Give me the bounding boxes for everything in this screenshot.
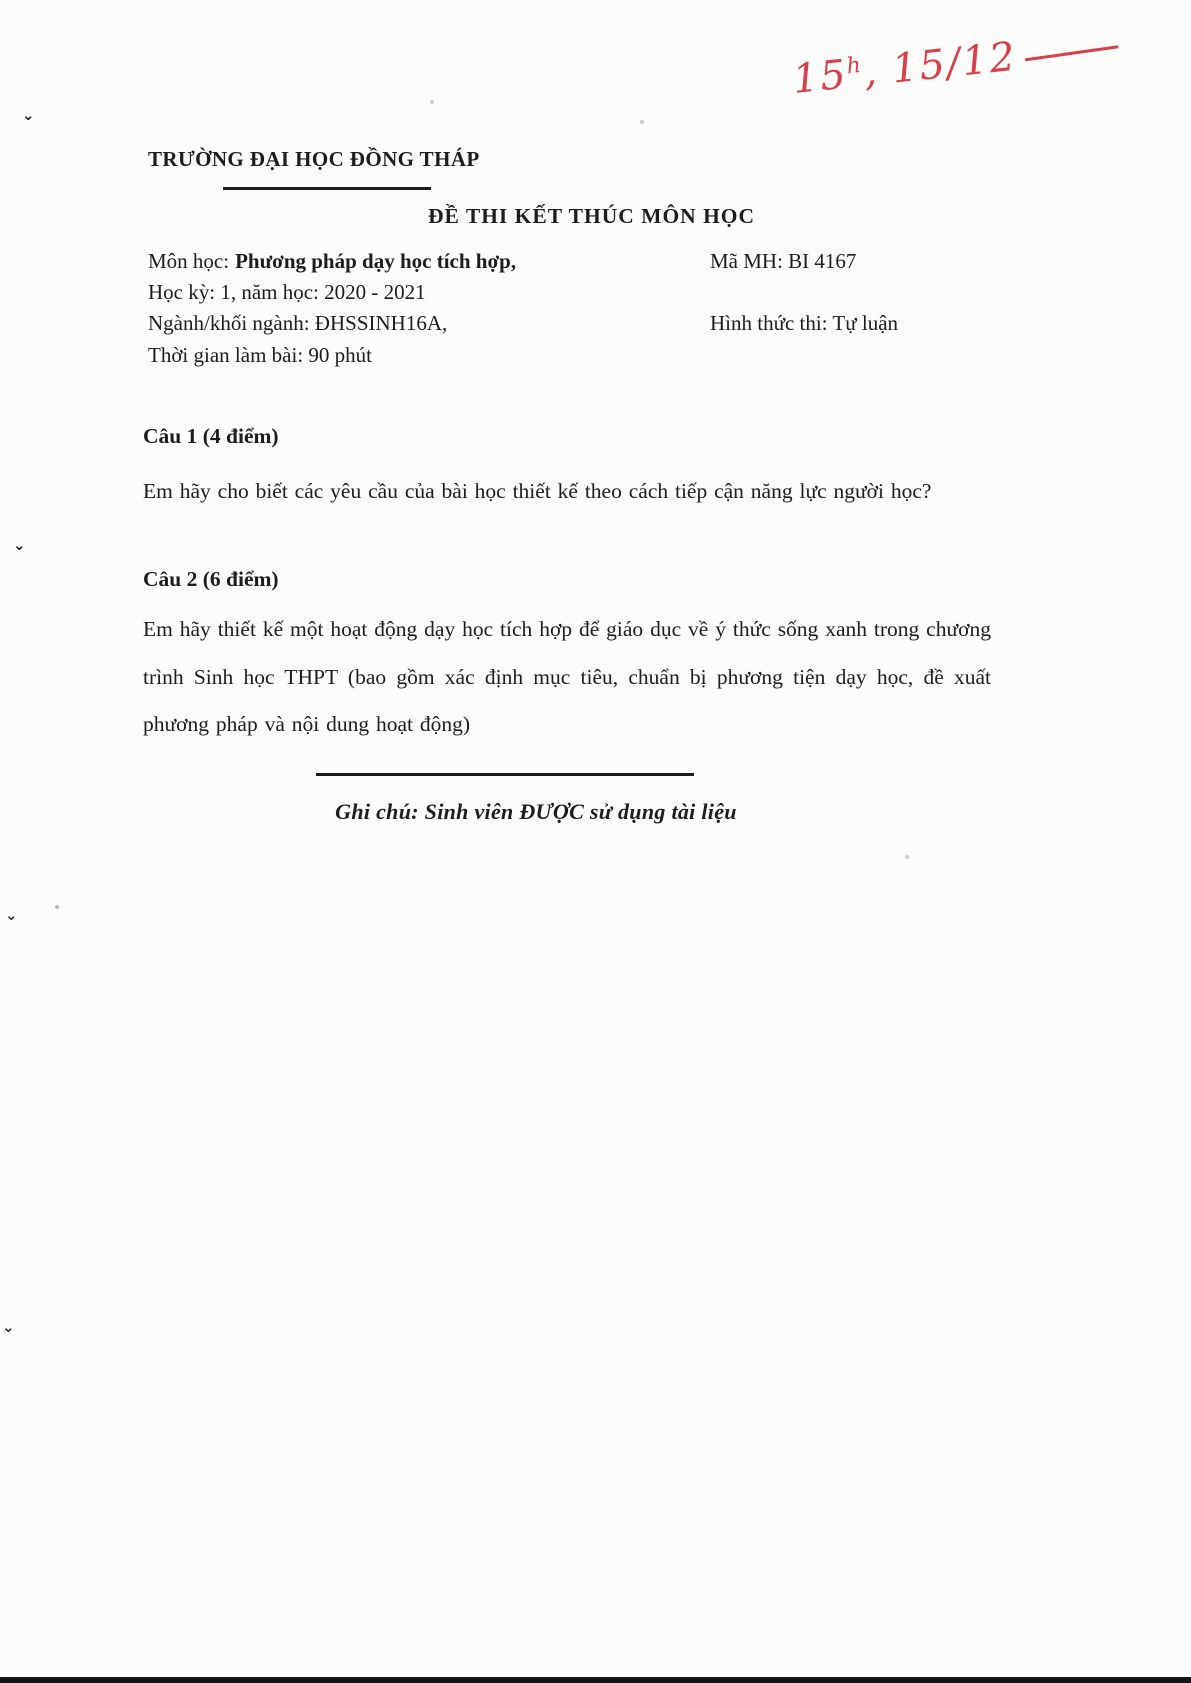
- chevron-mark-icon: ⌄: [2, 1318, 15, 1336]
- usage-note: Ghi chú: Sinh viên ĐƯỢC sử dụng tài liệu: [335, 799, 737, 824]
- subject-label: Môn học:: [148, 249, 230, 273]
- question-2-heading: Câu 2 (6 điểm): [143, 567, 279, 591]
- scan-speck: [640, 120, 644, 124]
- handwritten-date-note: [790, 23, 1120, 103]
- handwritten-underline-stroke: [1025, 45, 1119, 61]
- question-1-heading: Câu 1 (4 điểm): [143, 424, 279, 448]
- school-name-underline: [223, 187, 431, 190]
- handwritten-date: 15/12: [889, 33, 1020, 93]
- scan-speck: [430, 100, 434, 104]
- school-name: TRƯỜNG ĐẠI HỌC ĐỒNG THÁP: [148, 147, 480, 171]
- handwritten-hour: 15: [790, 51, 850, 103]
- scan-speck: [905, 855, 909, 859]
- separator-rule: [316, 773, 694, 776]
- handwritten-hour-suffix: h: [845, 52, 865, 80]
- question-2-text: Em hãy thiết kế một hoạt động dạy học tích hợp để giáo dục về ý thức sống xanh trong chương trình Sinh học THPT (bao gồm xác định mục tiêu, chuẩn bị phương tiện dạy học, đề xuất phương pháp và nội dung hoạt động): [143, 617, 991, 736]
- chevron-mark-icon: ⌄: [13, 536, 26, 554]
- major-line: Ngành/khối ngành: ĐHSSINH16A,: [148, 311, 448, 335]
- course-code: Mã MH: BI 4167: [710, 249, 857, 273]
- duration-line: Thời gian làm bài: 90 phút: [148, 343, 372, 367]
- question-1-text: Em hãy cho biết các yêu cầu của bài học thiết kế theo cách tiếp cận năng lực người học?: [143, 479, 932, 503]
- semester-line: Học kỳ: 1, năm học: 2020 - 2021: [148, 280, 426, 304]
- handwritten-comma: ,: [861, 48, 881, 96]
- exam-title: ĐỀ THI KẾT THÚC MÔN HỌC: [428, 204, 756, 228]
- chevron-mark-icon: ⌄: [5, 906, 18, 924]
- chevron-mark-icon: ⌄: [22, 106, 35, 124]
- subject-value: Phương pháp dạy học tích hợp,: [235, 249, 517, 273]
- exam-format: Hình thức thi: Tự luận: [710, 311, 899, 335]
- scan-speck: [55, 905, 59, 909]
- subject-line: [148, 246, 516, 276]
- bottom-scan-bar: [0, 1677, 1191, 1683]
